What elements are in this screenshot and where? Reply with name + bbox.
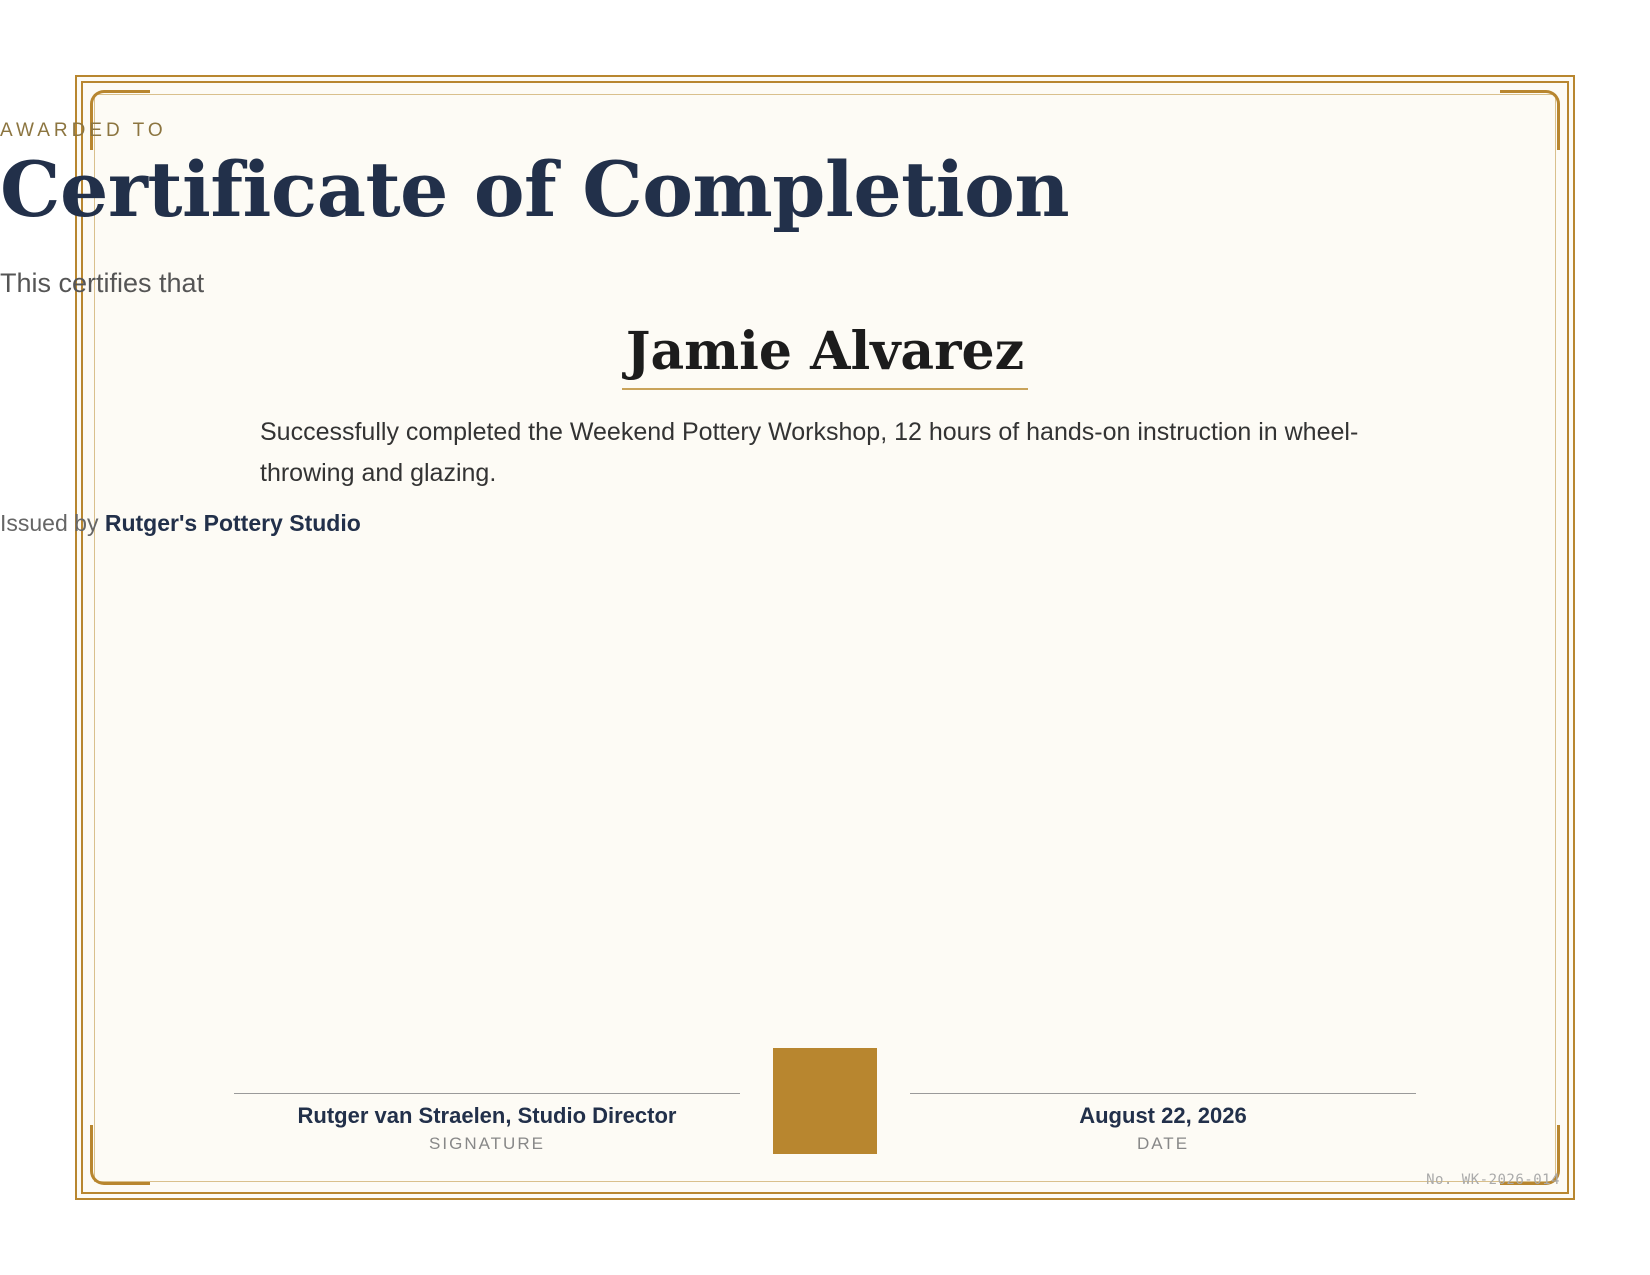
certifies-text: This certifies that — [0, 268, 205, 298]
recipient-block — [622, 320, 1028, 390]
recipient-name: Jamie Alvarez — [625, 321, 1025, 382]
signatory-name: Rutger van Straelen, Studio Director — [297, 1103, 677, 1128]
certificate-inner-border — [94, 94, 1556, 1182]
seal-badge — [773, 1048, 877, 1154]
signature-line — [234, 1093, 740, 1094]
corner-ornament-bottom-left — [90, 1125, 150, 1185]
date-caption: DATE — [1136, 1134, 1190, 1153]
issue-date: August 22, 2026 — [1079, 1103, 1247, 1128]
signature-caption: SIGNATURE — [429, 1134, 545, 1153]
issued-by-line — [0, 510, 1650, 537]
issuer-name: Rutger's Pottery Studio — [104, 510, 361, 536]
awarded-to-label: AWARDED TO — [0, 120, 167, 141]
certificate-number: No. WK-2026-014 — [1426, 1172, 1560, 1188]
certificate-title: Certificate of Completion — [0, 145, 1070, 234]
date-line — [910, 1093, 1416, 1094]
completion-description: Successfully completed the Weekend Pottery Workshop, 12 hours of hands-on instruction in wheel-throwing and glazing. — [260, 418, 1359, 487]
issued-by-prefix: Issued by — [0, 510, 99, 536]
